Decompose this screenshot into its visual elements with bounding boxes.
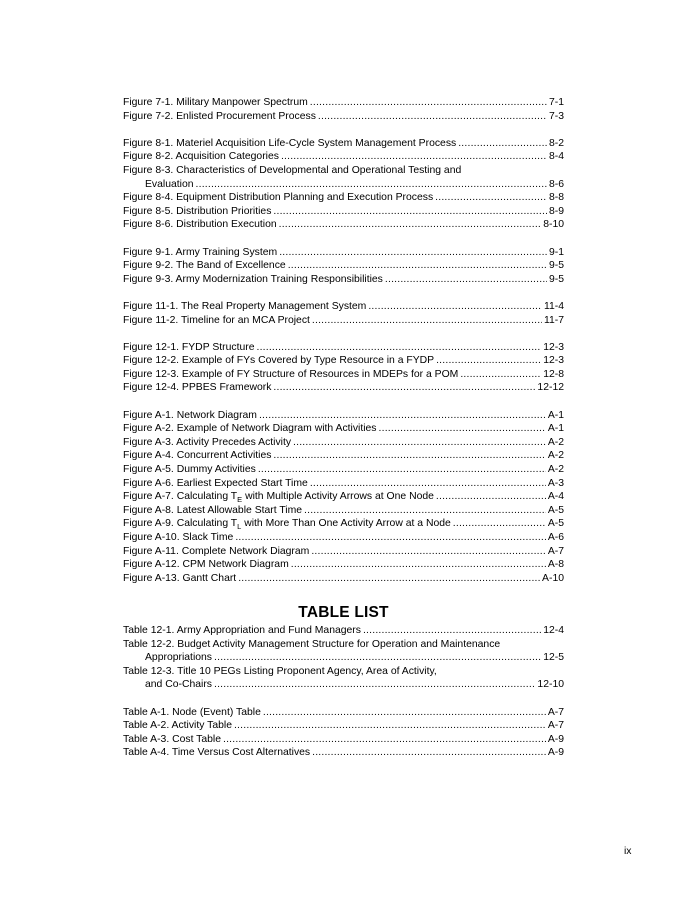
figure-list-entry[interactable] — [123, 110, 564, 124]
entry-title-continuation: Appropriations — [145, 652, 213, 664]
entry-page: A-8 — [547, 559, 564, 571]
figure-list-entry[interactable] — [123, 218, 564, 232]
entry-page: 8-2 — [548, 137, 564, 149]
figure-list-entry[interactable] — [123, 572, 564, 586]
dot-leader — [311, 545, 545, 559]
entry-page: 11-7 — [543, 314, 564, 326]
dot-leader — [312, 746, 546, 760]
dot-leader — [310, 477, 546, 491]
entry-page: 12-8 — [543, 368, 564, 380]
entry-page: A-5 — [547, 518, 564, 530]
entry-title: Figure 12-4. PPBES Framework — [123, 382, 272, 394]
table-list-entry[interactable] — [123, 624, 564, 638]
entry-page: A-7 — [547, 720, 564, 732]
dot-leader — [259, 409, 546, 423]
entry-page: 12-12 — [537, 382, 564, 394]
entry-title: Figure 7-1. Military Manpower Spectrum — [123, 97, 308, 108]
entry-title-continuation: Evaluation — [145, 178, 194, 190]
entry-page: 12-5 — [543, 652, 564, 664]
table-list-entry[interactable] — [123, 733, 564, 747]
dot-leader — [293, 436, 546, 450]
entry-page: 8-4 — [548, 151, 564, 163]
entry-title: Figure A-9. Calculating $T_L$ with More Than One Activity Arrow at a Node — [123, 518, 451, 532]
entry-page: A-2 — [547, 464, 564, 476]
figure-list-entry[interactable] — [123, 545, 564, 559]
entry-title-line: Table 12-3. Title 10 PEGs Listing Proponent Agency, Area of Activity, — [123, 665, 437, 677]
dot-leader — [291, 558, 546, 572]
entry-page: A-9 — [547, 747, 564, 759]
entry-title: Figure A-13. Gantt Chart — [123, 572, 237, 584]
entry-page: A-4 — [547, 491, 564, 503]
figure-list-entry[interactable] — [123, 273, 564, 287]
entry-title: Figure A-7. Calculating $T_E$ with Multiple Activity Arrows at One Node — [123, 491, 434, 505]
group-spacer — [123, 327, 564, 341]
dot-leader — [279, 246, 547, 260]
figure-list-entry[interactable] — [123, 164, 564, 191]
entry-title: Figure 8-6. Distribution Execution — [123, 219, 277, 231]
entry-title: Figure 12-1. FYDP Structure — [123, 341, 255, 353]
figure-list-entry[interactable] — [123, 246, 564, 260]
dot-leader — [304, 504, 546, 518]
entry-page: 8-10 — [543, 219, 564, 231]
dot-leader — [273, 381, 535, 395]
figure-list-entry[interactable] — [123, 381, 564, 395]
figure-list-entry[interactable] — [123, 463, 564, 477]
figure-list-entry[interactable] — [123, 517, 564, 531]
figure-list-entry[interactable] — [123, 300, 564, 314]
figure-list-entry[interactable] — [123, 205, 564, 219]
entry-title: Figure A-10. Slack Time — [123, 532, 234, 543]
dot-leader — [288, 259, 547, 273]
figure-list-entry[interactable] — [123, 449, 564, 463]
entry-page: A-1 — [547, 423, 564, 435]
entry-title: Figure A-1. Network Diagram — [123, 409, 257, 421]
entry-title: Table A-3. Cost Table — [123, 733, 221, 745]
entry-title: Figure 9-1. Army Training System — [123, 246, 278, 258]
subscript: L — [237, 522, 242, 532]
entry-page: 7-1 — [548, 97, 564, 108]
dot-leader — [279, 218, 542, 232]
dot-leader — [435, 191, 547, 205]
entry-title: Figure 9-3. Army Modernization Training Responsibilities — [123, 273, 383, 285]
dot-leader — [379, 422, 546, 436]
dot-leader — [460, 368, 541, 382]
entry-title: Figure A-8. Latest Allowable Start Time — [123, 504, 303, 516]
entry-title: Figure 7-2. Enlisted Procurement Process — [123, 110, 316, 122]
dot-leader — [256, 341, 541, 355]
entry-title: Figure A-12. CPM Network Diagram — [123, 559, 289, 571]
entry-title: Figure 9-2. The Band of Excellence — [123, 260, 286, 272]
entry-page: 9-5 — [548, 273, 564, 285]
entry-title: Figure A-6. Earliest Expected Start Time — [123, 477, 308, 489]
dot-leader — [436, 490, 546, 504]
group-spacer — [123, 232, 564, 246]
figure-list-entry[interactable] — [123, 341, 564, 355]
entry-page: 9-1 — [548, 246, 564, 258]
dot-leader — [238, 572, 540, 586]
dot-leader — [281, 150, 547, 164]
dot-leader — [310, 96, 547, 110]
table-list-entry[interactable] — [123, 706, 564, 720]
entry-title: Figure 8-1. Materiel Acquisition Life-Cycle System Management Process — [123, 137, 457, 149]
table-list — [123, 624, 564, 760]
entry-page: A-2 — [547, 450, 564, 462]
entry-page: 8-9 — [548, 205, 564, 217]
dot-leader — [258, 463, 546, 477]
dot-leader — [214, 651, 541, 665]
figure-list-entry[interactable] — [123, 477, 564, 491]
figure-list-entry[interactable] — [123, 558, 564, 572]
entry-page: A-2 — [547, 436, 564, 448]
dot-leader — [234, 719, 546, 733]
entry-page: 12-4 — [543, 625, 564, 636]
dot-leader — [273, 205, 547, 219]
dot-leader — [458, 137, 547, 151]
entry-page: A-10 — [542, 572, 564, 584]
entry-title: Figure 11-2. Timeline for an MCA Project — [123, 314, 310, 326]
table-list-entry[interactable] — [123, 746, 564, 760]
entry-page: A-7 — [547, 706, 564, 718]
figure-list-entry[interactable] — [123, 368, 564, 382]
dot-leader — [263, 706, 546, 720]
entry-page: A-3 — [547, 477, 564, 489]
entry-page: 8-6 — [548, 178, 564, 190]
figure-list-entry[interactable] — [123, 436, 564, 450]
figure-list-entry[interactable] — [123, 150, 564, 164]
dot-leader — [235, 531, 546, 545]
figure-list-entry[interactable] — [123, 96, 564, 110]
entry-title: Figure A-11. Complete Network Diagram — [123, 545, 310, 557]
figure-list-entry[interactable] — [123, 191, 564, 205]
entry-page: 11-4 — [543, 300, 564, 312]
dot-leader — [436, 354, 541, 368]
figure-list-entry[interactable] — [123, 314, 564, 328]
figure-list-entry[interactable] — [123, 409, 564, 423]
page-number: ix — [624, 846, 632, 857]
entry-page: 12-3 — [543, 341, 564, 353]
entry-page: A-6 — [547, 532, 564, 543]
entry-page: 8-8 — [548, 192, 564, 204]
dot-leader — [385, 273, 547, 287]
entry-page: 12-10 — [537, 679, 564, 691]
entry-title: Figure 12-2. Example of FYs Covered by Type Resource in a FYDP — [123, 355, 435, 367]
entry-page: A-5 — [547, 504, 564, 516]
entry-title: Figure A-5. Dummy Activities — [123, 464, 256, 476]
dot-leader — [363, 624, 541, 638]
figure-list — [123, 96, 564, 585]
entry-title: Figure 8-2. Acquisition Categories — [123, 151, 279, 163]
dot-leader — [223, 733, 546, 747]
entry-page: A-7 — [547, 545, 564, 557]
entry-page: 7-3 — [548, 110, 564, 122]
dot-leader — [214, 678, 535, 692]
dot-leader — [453, 517, 546, 531]
dot-leader — [196, 178, 547, 192]
table-list-entry[interactable] — [123, 719, 564, 733]
entry-page: A-9 — [547, 733, 564, 745]
subscript: E — [237, 495, 243, 505]
entry-title: Figure 12-3. Example of FY Structure of Resources in MDEPs for a POM — [123, 368, 459, 380]
entry-title: Figure 11-1. The Real Property Management System — [123, 300, 367, 312]
entry-title: Figure 8-4. Equipment Distribution Planning and Execution Process — [123, 192, 434, 204]
table-list-entry[interactable] — [123, 638, 564, 665]
entry-title: Table A-4. Time Versus Cost Alternatives — [123, 747, 311, 759]
entry-title: Table 12-1. Army Appropriation and Fund Managers — [123, 625, 361, 636]
figure-list-entry[interactable] — [123, 490, 564, 504]
entry-title-line: Figure 8-3. Characteristics of Developmental and Operational Testing and — [123, 164, 462, 176]
figure-list-entry[interactable] — [123, 259, 564, 273]
dot-leader — [312, 314, 542, 328]
entry-title: Figure A-3. Activity Precedes Activity — [123, 436, 292, 448]
figure-list-entry[interactable] — [123, 504, 564, 518]
entry-title: Table A-2. Activity Table — [123, 720, 232, 732]
figure-list-entry[interactable] — [123, 354, 564, 368]
entry-page: 12-3 — [543, 355, 564, 367]
dot-leader — [318, 110, 547, 124]
dot-leader — [273, 449, 545, 463]
entry-title: Table A-1. Node (Event) Table — [123, 706, 261, 718]
entry-title-line: Table 12-2. Budget Activity Management Structure for Operation and Maintenance — [123, 638, 501, 650]
entry-title: Figure 8-5. Distribution Priorities — [123, 205, 272, 217]
entry-title: Figure A-4. Concurrent Activities — [123, 450, 272, 462]
dot-leader — [368, 300, 542, 314]
group-spacer — [123, 123, 564, 137]
figure-list-entry[interactable] — [123, 531, 564, 545]
table-list-heading: TABLE LIST — [298, 604, 389, 621]
table-list-entry[interactable] — [123, 665, 564, 692]
entry-page: A-1 — [547, 409, 564, 421]
figure-list-entry[interactable] — [123, 137, 564, 151]
group-spacer — [123, 692, 564, 706]
entry-title-continuation: and Co-Chairs — [145, 679, 212, 691]
entry-title: Figure A-2. Example of Network Diagram with Activities — [123, 423, 377, 435]
entry-page: 9-5 — [548, 260, 564, 272]
group-spacer — [123, 286, 564, 300]
group-spacer — [123, 395, 564, 409]
figure-list-entry[interactable] — [123, 422, 564, 436]
